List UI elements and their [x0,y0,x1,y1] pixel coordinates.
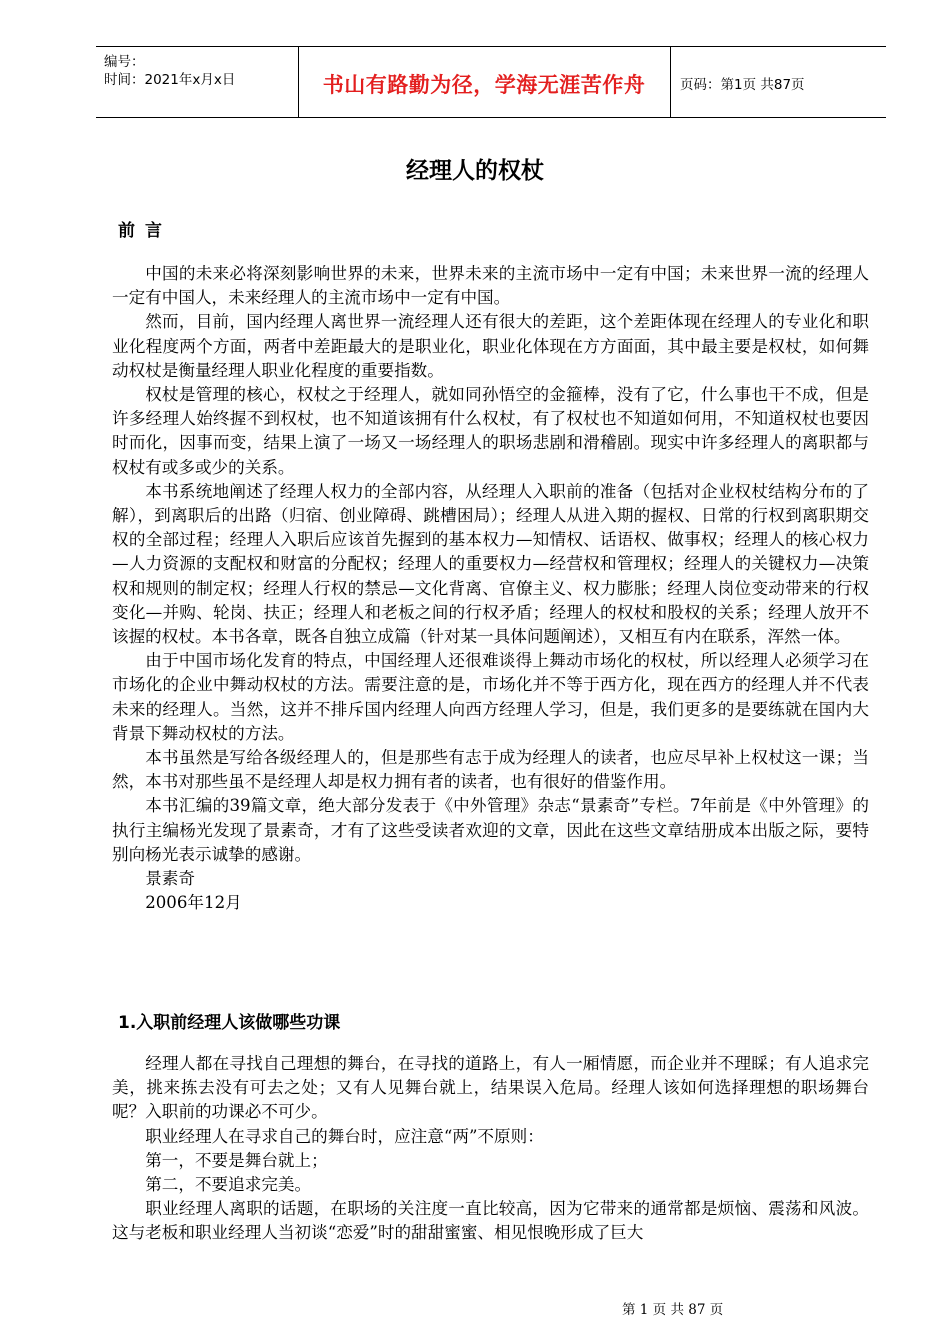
document-title: 经理人的权杖 [406,157,544,184]
paragraph: 中国的未来必将深刻影响世界的未来，世界未来的主流市场中一定有中国；未来世界一流的经理人一定有中国人，未来经理人的主流市场中一定有中国。 [112,264,869,308]
paragraph: 第一，不要是舞台就上； [145,1150,328,1170]
author-signature: 景素奇 [145,869,195,889]
paragraph: 本书系统地阐述了经理人权力的全部内容，从经理人入职前的准备（包括对企业权杖结构分布的了解），到离职后的出路（归宿、创业障碍、跳槽困局）；经理人从进入期的握权、日常的行权到离职期交权的全部过程；经理人入职后应该首先握到的基本权力—知情权、话语权、做事权；经理人的核心权力—人力资源的支配权和财富的分配权；经理人的重要权力—经营权和管理权；经理人的关键权力—决策权和规则的制定权；经理人行权的禁忌—文化背离、官僚主义、权力膨胀；经理人岗位变动带来的行权变化—并购、轮岗、扶正；经理人和老板之间的行权矛盾；经理人的权杖和股权的关系；经理人放开不该握的权杖。本书各章，既各自独立成篇（针对某一具体问题阐述），又相互有内在联系，浑然一体。 [112,481,869,647]
chapter-body [112,1052,869,1246]
preface-heading: 前言 [118,221,172,241]
header-slogan: 书山有路勤为径，学海无涯苦作舟 [322,73,646,97]
number-label: 编号： [104,54,145,70]
preface-date: 2006年12月 [145,893,242,913]
time-label: 时间：2021年x月x日 [104,72,236,88]
page-header [96,46,886,118]
chapter-heading: 1.入职前经理人该做哪些功课 [118,1013,341,1033]
header-page-info: 页码：第1页 共87页 [680,77,805,93]
paragraph: 由于中国市场化发育的特点，中国经理人还很难谈得上舞动市场化的权杖，所以经理人必须学习在市场化的企业中舞动权杖的方法。需要注意的是，市场化并不等于西方化，现在西方的经理人并不代表未来的经理人。当然，这并不排斥国内经理人向西方经理人学习，但是，我们更多的是要练就在国内大背景下舞动权杖的方法。 [112,651,869,743]
page-footer: 第 1 页 共 87 页 [622,1302,724,1318]
paragraph: 本书虽然是写给各级经理人的，但是那些有志于成为经理人的读者，也应尽早补上权杖这一课；当然，本书对那些虽不是经理人却是权力拥有者的读者，也有很好的借鉴作用。 [112,748,869,792]
paragraph: 权杖是管理的核心，权杖之于经理人，就如同孙悟空的金箍棒，没有了它，什么事也干不成，但是许多经理人始终握不到权杖，也不知道该拥有什么权杖，有了权杖也不知道如何用，不知道权杖也要因时而化，因事而变，结果上演了一场又一场经理人的职场悲剧和滑稽剧。现实中许多经理人的离职都与权杖有或多或少的关系。 [112,385,869,477]
header-divider [670,47,671,117]
preface-body [112,262,869,915]
paragraph: 职业经理人离职的话题，在职场的关注度一直比较高，因为它带来的通常都是烦恼、震荡和风波。这与老板和职业经理人当初谈“恋爱”时的甜甜蜜蜜、相见恨晚形成了巨大 [112,1199,869,1243]
paragraph: 然而，目前，国内经理人离世界一流经理人还有很大的差距，这个差距体现在经理人的专业化和职业化程度两个方面，两者中差距最大的是职业化，职业化体现在方方面面，其中最主要是权杖，如何舞动权杖是衡量经理人职业化程度的重要指数。 [112,312,869,380]
paragraph: 经理人都在寻找自己理想的舞台，在寻找的道路上，有人一厢情愿，而企业并不理睬；有人追求完美，挑来拣去没有可去之处；又有人见舞台就上，结果误入危局。经理人该如何选择理想的职场舞台呢？入职前的功课必不可少。 [112,1054,869,1122]
paragraph: 第二，不要追求完美。 [145,1175,312,1195]
paragraph: 本书汇编的39篇文章，绝大部分发表于《中外管理》杂志“景素奇”专栏。7年前是《中外管理》的执行主编杨光发现了景素奇，才有了这些受读者欢迎的文章，因此在这些文章结册成本出版之际，要特别向杨光表示诚挚的感谢。 [112,796,869,864]
paragraph: 职业经理人在寻求自己的舞台时，应注意“两”不原则： [145,1126,544,1146]
header-meta [104,53,294,89]
